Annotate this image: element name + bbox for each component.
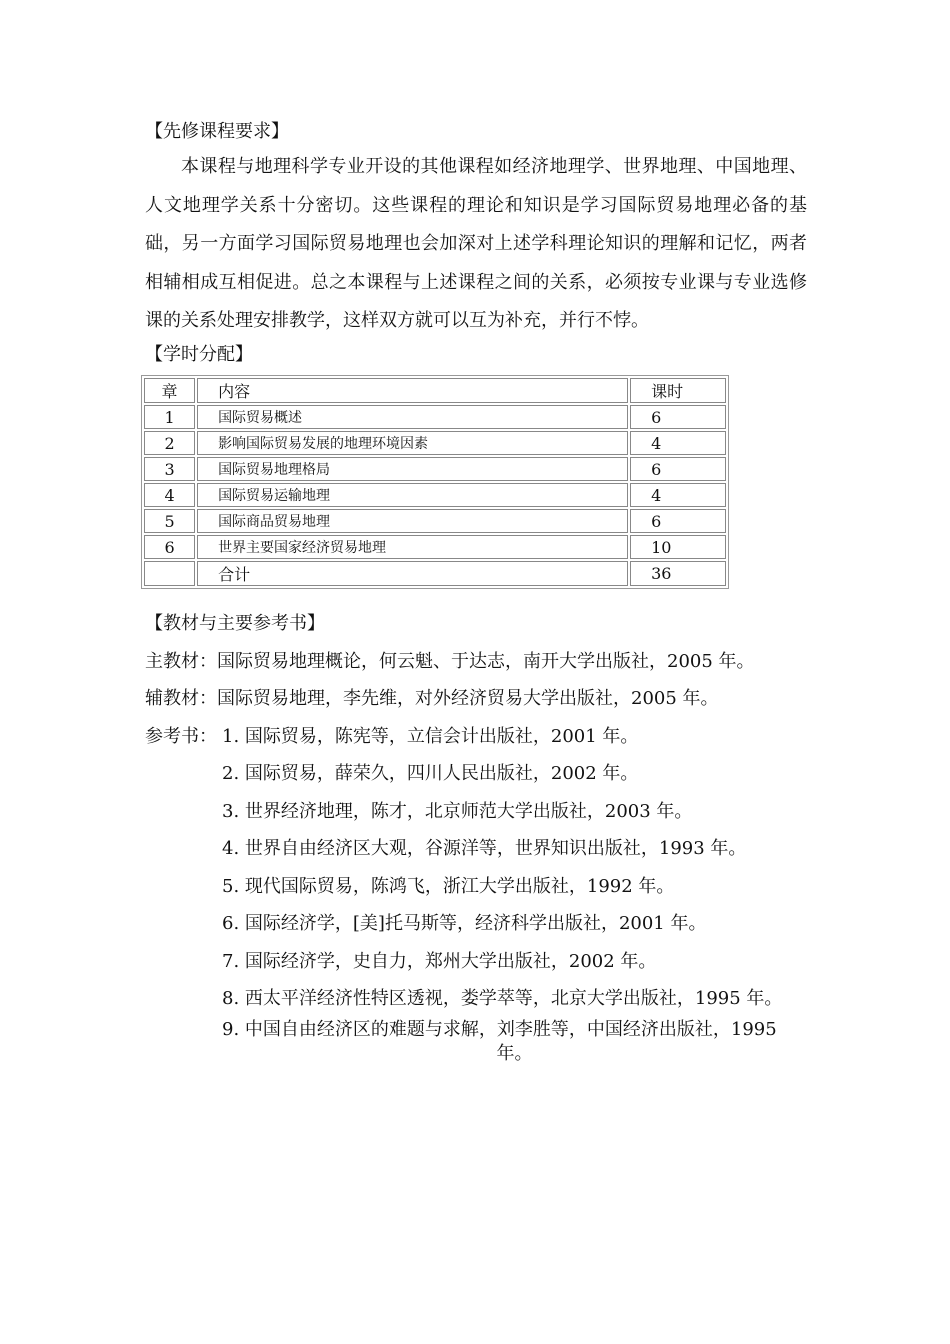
prerequisite-paragraph: 本课程与地理科学专业开设的其他课程如经济地理学、世界地理、中国地理、人文地理学关系十分密切。这些课程的理论和知识是学习国际贸易地理必备的基础，另一方面学习国际贸易地理也会加深对上述学科理论知识的理解和记忆，两者相辅相成互相促进。总之本课程与上述课程之间的关系，必须按专业课与专业选修课的关系处理安排教学，这样双方就可以互为补充，并行不悖。 bbox=[145, 156, 807, 331]
row-content: 国际贸易地理格局 bbox=[197, 457, 628, 481]
main-textbook: 主教材：国际贸易地理概论，何云魁、于达志，南开大学出版社，2005 年。 bbox=[145, 651, 755, 672]
row-content: 国际商品贸易地理 bbox=[197, 509, 628, 533]
reference-item: 6. 国际经济学，[美]托马斯等，经济科学出版社，2001 年。 bbox=[222, 913, 707, 934]
total-chapter bbox=[144, 561, 195, 586]
row-chapter: 3 bbox=[144, 457, 195, 481]
row-chapter: 6 bbox=[144, 535, 195, 559]
row-content: 影响国际贸易发展的地理环境因素 bbox=[197, 431, 628, 455]
reference-item: 4. 世界自由经济区大观，谷源洋等，世界知识出版社，1993 年。 bbox=[222, 838, 747, 859]
table-header-row bbox=[144, 378, 726, 403]
reference-last-main: 9. 中国自由经济区的难题与求解，刘李胜等，中国经济出版社，1995 bbox=[222, 1019, 777, 1040]
row-content: 世界主要国家经济贸易地理 bbox=[197, 535, 628, 559]
reference-item: 2. 国际贸易，薛荣久，四川人民出版社，2002 年。 bbox=[222, 763, 639, 784]
table-row bbox=[144, 483, 726, 507]
total-hours: 36 bbox=[630, 561, 726, 586]
row-hours: 6 bbox=[630, 509, 726, 533]
row-hours: 4 bbox=[630, 483, 726, 507]
header-content: 内容 bbox=[197, 378, 628, 403]
reference-label: 参考书： bbox=[145, 726, 217, 747]
row-chapter: 1 bbox=[144, 405, 195, 429]
books-heading: 【教材与主要参考书】 bbox=[145, 613, 325, 634]
reference-item-last bbox=[222, 1018, 807, 1066]
table-row bbox=[144, 457, 726, 481]
table-row bbox=[144, 535, 726, 559]
row-content: 国际贸易概述 bbox=[197, 405, 628, 429]
hours-heading: 【学时分配】 bbox=[145, 344, 253, 365]
reference-item: 1. 国际贸易，陈宪等，立信会计出版社，2001 年。 bbox=[222, 726, 639, 747]
prerequisite-heading: 【先修课程要求】 bbox=[145, 121, 289, 142]
reference-item: 3. 世界经济地理，陈才，北京师范大学出版社，2003 年。 bbox=[222, 801, 693, 822]
reference-last-tail: 年。 bbox=[496, 1043, 533, 1064]
table-total-row bbox=[144, 561, 726, 586]
table-row bbox=[144, 509, 726, 533]
hours-table bbox=[141, 375, 729, 589]
row-chapter: 5 bbox=[144, 509, 195, 533]
reference-item: 8. 西太平洋经济性特区透视，娄学萃等，北京大学出版社，1995 年。 bbox=[222, 988, 783, 1009]
row-hours: 10 bbox=[630, 535, 726, 559]
header-hours: 课时 bbox=[630, 378, 726, 403]
row-chapter: 2 bbox=[144, 431, 195, 455]
row-content: 国际贸易运输地理 bbox=[197, 483, 628, 507]
header-chapter: 章 bbox=[144, 378, 195, 403]
reference-item: 5. 现代国际贸易，陈鸿飞，浙江大学出版社，1992 年。 bbox=[222, 876, 675, 897]
table-row bbox=[144, 431, 726, 455]
row-chapter: 4 bbox=[144, 483, 195, 507]
row-hours: 6 bbox=[630, 405, 726, 429]
row-hours: 4 bbox=[630, 431, 726, 455]
total-label: 合计 bbox=[197, 561, 628, 586]
auxiliary-textbook: 辅教材：国际贸易地理，李先维，对外经济贸易大学出版社，2005 年。 bbox=[145, 688, 719, 709]
row-hours: 6 bbox=[630, 457, 726, 481]
table-row bbox=[144, 405, 726, 429]
reference-item: 7. 国际经济学，史自力，郑州大学出版社，2002 年。 bbox=[222, 951, 657, 972]
